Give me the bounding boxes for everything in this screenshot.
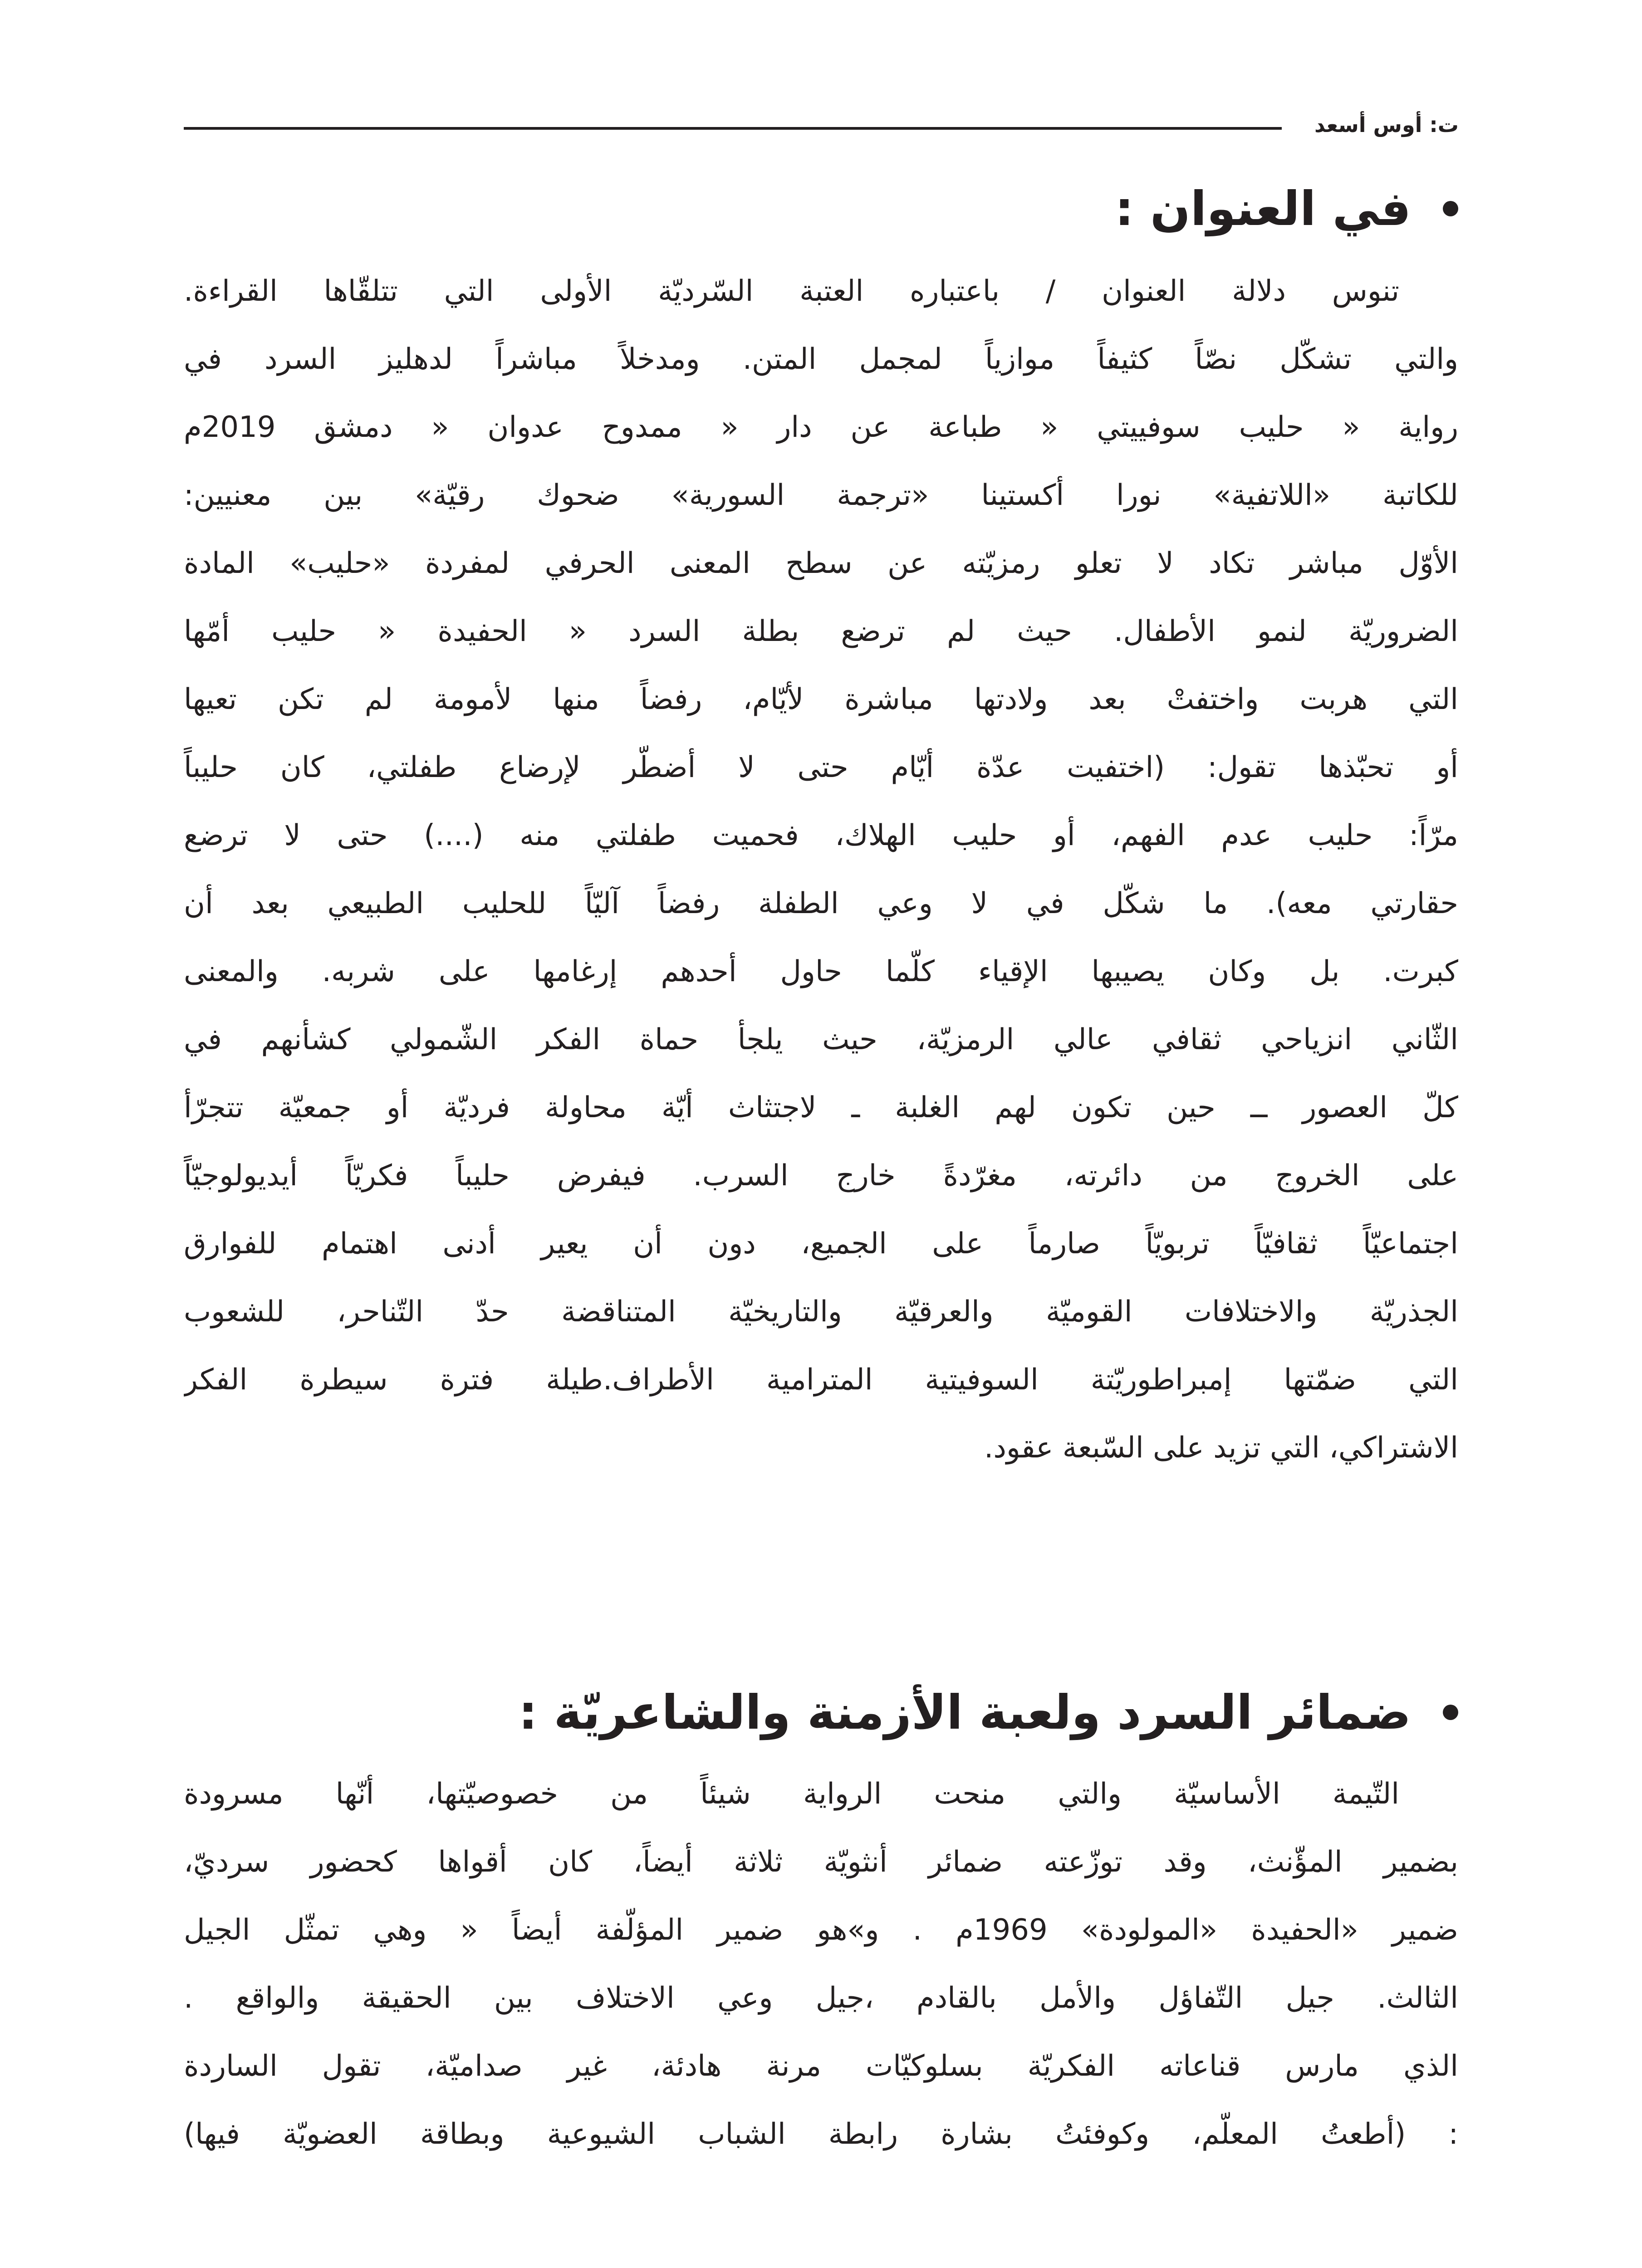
text-line: ضمير «الحفيدة «المولودة» 1969م . و»هو ضمير المؤلّفة أيضاً « وهي تمثّل الجيل [184,1913,1458,1947]
paragraph [184,1760,1458,2168]
text-line: الاشتراكي، التي تزيد على السّبعة عقود. [984,1431,1458,1465]
text-line: الضروريّة لنمو الأطفال. حيث لم ترضع بطلة السرد « الحفيدة « حليب أمّها [184,615,1458,648]
running-header [184,109,1459,163]
text-line: الثالث. جيل التّفاؤل والأمل بالقادم ،جيل وعي الاختلاف بين الحقيقة والواقع . [184,1981,1458,2015]
section-heading [1115,175,1458,243]
bullet-icon [1443,201,1458,216]
text-line: للكاتبة «اللاتفية» نورا أكستينا «ترجمة السورية» ضحوك رقيّة» بين معنيين: [184,479,1458,512]
text-line: الجذريّة والاختلافات القوميّة والعرقيّة والتاريخيّة المتناقضة حدّ التّناحر، للشعوب [184,1295,1458,1329]
text-line: حقارتي معه). ما شكّل في لا وعي الطفلة رفضاً آليّاً للحليب الطبيعي بعد أن [184,887,1458,920]
text-line: اجتماعيّاً ثقافيّاً تربويّاً صارماً على الجميع، دون أن يعير أدنى اهتمام للفوارق [184,1227,1458,1261]
text-line: كبرت. بل وكان يصيبها الإقياء كلّما حاول أحدهم إرغامها على شربه. والمعنى [184,955,1458,988]
text-line: الذي مارس قناعاته الفكريّة بسلوكيّات مرنة هادئة، غير صداميّة، تقول الساردة [184,2049,1458,2083]
bullet-icon [1443,1705,1458,1720]
text-line: : (أطعتُ المعلّم، وكوفئتُ بشارة رابطة الشباب الشيوعية وبطاقة العضويّة فيها) [184,2117,1458,2151]
text-line: الأوّل مباشر تكاد لا تعلو رمزيّته عن سطح المعنى الحرفي لمفردة «حليب» المادة [184,547,1458,580]
text-line: التّيمة الأساسيّة والتي منحت الرواية شيئاً من خصوصيّتها، أنّها مسرودة [184,1777,1399,1811]
text-line: التي ضمّتها إمبراطوريّتة السوفيتية المترامية الأطراف.طيلة فترة سيطرة الفكر [184,1363,1458,1397]
text-line: التي هربت واختفتْ بعد ولادتها مباشرة لأيّام، رفضاً منها لأمومة لم تكن تعيها [184,683,1458,716]
section-heading [519,1678,1458,1746]
section-title: ضمائر السرد ولعبة الأزمنة والشاعريّة : [518,1685,1411,1740]
header-rule [184,127,1282,130]
header-author: ت: أوس أسعد [1314,112,1459,137]
text-line: الثّاني انزياحي ثقافي عالي الرمزيّة، حيث يلجأ حماة الفكر الشّمولي كشأنهم في [184,1023,1458,1056]
paragraph [184,257,1458,1482]
text-line: بضمير المؤّنث، وقد توزّعته ضمائر أنثويّة ثلاثة أيضاً، كان أقواها كحضور سرديّ، [184,1845,1458,1879]
text-line: مرّاً: حليب عدم الفهم، أو حليب الهلاك، فحميت طفلتي منه (....) حتى لا ترضع [184,819,1458,852]
text-line: رواية « حليب سوفييتي « طباعة عن دار « ممدوح عدوان « دمشق 2019م [184,411,1458,444]
section-title: في العنوان : [1115,181,1411,236]
text-line: أو تحبّذها تقول: (اختفيت عدّة أيّام حتى لا أضطّر لإرضاع طفلتي، كان حليباً [184,751,1458,784]
text-line: تنوس دلالة العنوان / باعتباره العتبة السّرديّة الأولى التي تتلقّاها القراءة. [184,274,1399,308]
text-line: على الخروج من دائرته، مغرّدةً خارج السرب. فيفرض حليباً فكريّاً أيديولوجيّاً [184,1159,1458,1193]
text-line: والتي تشكّل نصّاً كثيفاً موازياً لمجمل المتن. ومدخلاً مباشراً لدهليز السرد في [184,342,1458,376]
text-line: كلّ العصور ــ حين تكون لهم الغلبة ـ لاجتثاث أيّة محاولة فرديّة أو جمعيّة تتجرّأ [184,1091,1458,1124]
